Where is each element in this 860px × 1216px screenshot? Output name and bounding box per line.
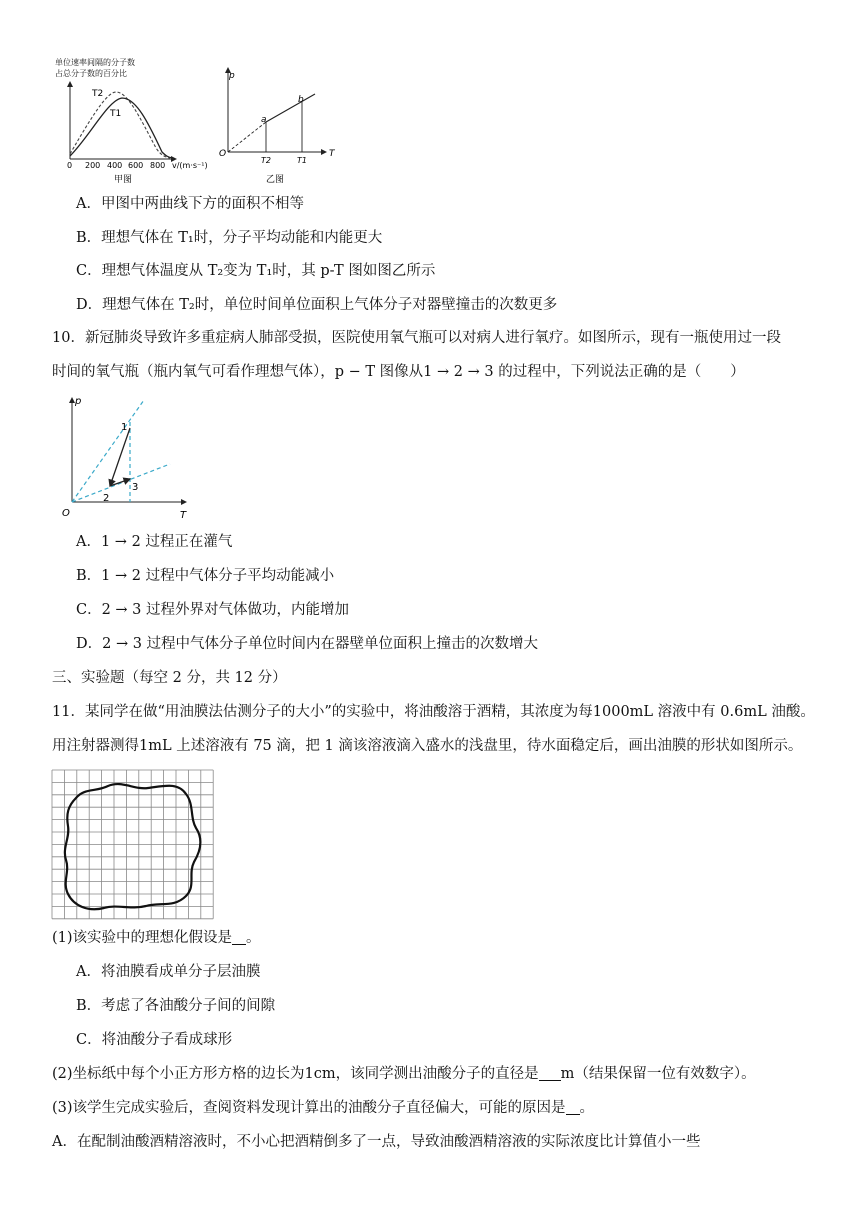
q10-path-2-3 bbox=[110, 479, 130, 486]
q11-stem-line2: 用注射器测得1mL 上述溶液有 75 滴，把 1 滴该溶液滴入盛水的浅盘里，待水面稳定后，画出油膜的形状如图所示。 bbox=[52, 738, 803, 754]
yi-xlabel: T bbox=[329, 149, 335, 159]
figure-jia bbox=[52, 56, 222, 188]
q10-option-a: A．1 → 2 过程正在灌气 bbox=[76, 534, 233, 550]
q11-sub1 bbox=[52, 928, 261, 948]
q11-sub1-option-c: C．将油酸分子看成球形 bbox=[76, 1032, 233, 1048]
q10-point-2: 2 bbox=[103, 493, 110, 504]
q9-option-c: C．理想气体温度从 T₂变为 T₁时，其 p-T 图如图乙所示 bbox=[76, 263, 436, 279]
q10-point-3: 3 bbox=[132, 482, 139, 493]
figure-q10-plot bbox=[58, 392, 198, 522]
oil-film-grid bbox=[50, 768, 218, 920]
q10-stem-line1: 10．新冠肺炎导致许多重症病人肺部受损，医院使用氧气瓶可以对病人进行氧疗。如图所示，现有一瓶使用过一段 bbox=[52, 330, 781, 346]
jia-tick-0: 0 bbox=[67, 161, 73, 170]
q11-sub1-option-a: A．将油膜看成单分子层油膜 bbox=[76, 964, 261, 980]
figure-jia-ylabel-1: 单位速率间隔的分子数 bbox=[55, 58, 135, 67]
curve-t2 bbox=[70, 92, 170, 158]
yi-origin: O bbox=[219, 149, 227, 159]
q9-option-b: B．理想气体在 T₁时，分子平均动能和内能更大 bbox=[76, 230, 383, 246]
yi-point-a: a bbox=[261, 115, 267, 125]
figure-yi-plot bbox=[218, 60, 338, 188]
figure-yi bbox=[218, 60, 338, 188]
jia-tick-600: 600 bbox=[128, 161, 144, 170]
yi-caption: 乙图 bbox=[266, 175, 285, 185]
q10-point-1: 1 bbox=[121, 422, 128, 433]
q10-isochore-shallow bbox=[72, 464, 170, 502]
yi-ylabel: p bbox=[229, 71, 235, 81]
figure-jia-plot bbox=[52, 56, 222, 188]
q11-sub2-blank bbox=[539, 1066, 561, 1081]
q11-sub2 bbox=[52, 1064, 756, 1084]
q11-sub1-option-b: B．考虑了各油酸分子间的间隙 bbox=[76, 998, 276, 1014]
q10-option-d: D．2 → 3 过程中气体分子单位时间内在器壁单位面积上撞击的次数增大 bbox=[76, 636, 539, 652]
q11-sub1-prefix: (1)该实验中的理想化假设是 bbox=[52, 930, 233, 946]
jia-tick-200: 200 bbox=[85, 161, 101, 170]
jia-xlabel: v/(m·s⁻¹) bbox=[172, 161, 208, 170]
oil-film-outline bbox=[65, 784, 201, 909]
yi-dashed-line bbox=[228, 122, 266, 152]
yi-solid-line bbox=[266, 94, 315, 122]
q11-sub3-option-a: A．在配制油酸酒精溶液时，不小心把酒精倒多了一点，导致油酸酒精溶液的实际浓度比计算值小一些 bbox=[52, 1134, 701, 1150]
curve-t1-label: T1 bbox=[110, 109, 122, 119]
jia-caption: 甲图 bbox=[114, 175, 133, 185]
oil-film-figure bbox=[50, 768, 218, 920]
q11-sub1-blank bbox=[232, 930, 246, 945]
q10-path-1-2 bbox=[110, 428, 130, 486]
q10-origin: O bbox=[62, 508, 70, 519]
figure-q10 bbox=[58, 392, 198, 522]
q10-stem-line2: 时间的氧气瓶（瓶内氧气可看作理想气体），p − T 图像从1 → 2 → 3 的过程中，下列说法正确的是（ ） bbox=[52, 364, 745, 380]
q11-sub2-prefix: (2)坐标纸中每个小正方形方格的边长为1cm，该同学测出油酸分子的直径是 bbox=[52, 1066, 539, 1082]
q11-sub3 bbox=[52, 1098, 594, 1118]
q10-option-b: B．1 → 2 过程中气体分子平均动能减小 bbox=[76, 568, 335, 584]
figure-jia-ylabel-2: 占总分子数的百分比 bbox=[55, 69, 127, 78]
section-heading: 三、实验题（每空 2 分，共 12 分） bbox=[52, 670, 287, 686]
q11-sub1-suffix: 。 bbox=[246, 930, 261, 946]
q10-xlabel: T bbox=[180, 510, 187, 521]
curve-t2-label: T2 bbox=[92, 89, 104, 99]
jia-tick-800: 800 bbox=[150, 161, 166, 170]
jia-tick-400: 400 bbox=[107, 161, 123, 170]
q10-option-c: C．2 → 3 过程外界对气体做功，内能增加 bbox=[76, 602, 350, 618]
q10-ylabel: p bbox=[75, 396, 82, 407]
q11-sub3-blank bbox=[566, 1100, 580, 1115]
yi-point-b: b bbox=[298, 95, 304, 105]
yi-tick-t2: T2 bbox=[261, 156, 271, 165]
q11-sub2-suffix: m（结果保留一位有效数字）。 bbox=[560, 1066, 756, 1082]
yi-tick-t1: T1 bbox=[297, 156, 307, 165]
q11-sub3-suffix: 。 bbox=[579, 1100, 595, 1116]
grid-lines bbox=[52, 770, 213, 919]
q9-option-a: A．甲图中两曲线下方的面积不相等 bbox=[76, 196, 304, 212]
q11-sub3-prefix: (3)该学生完成实验后，查阅资料发现计算出的油酸分子直径偏大，可能的原因是 bbox=[52, 1100, 566, 1116]
q11-stem-line1: 11．某同学在做“用油膜法估测分子的大小”的实验中，将油酸溶于酒精，其浓度为每1000mL 溶液中有 0.6mL 油酸。 bbox=[52, 704, 815, 720]
q9-option-d: D．理想气体在 T₂时，单位时间单位面积上气体分子对器壁撞击的次数更多 bbox=[76, 297, 558, 313]
